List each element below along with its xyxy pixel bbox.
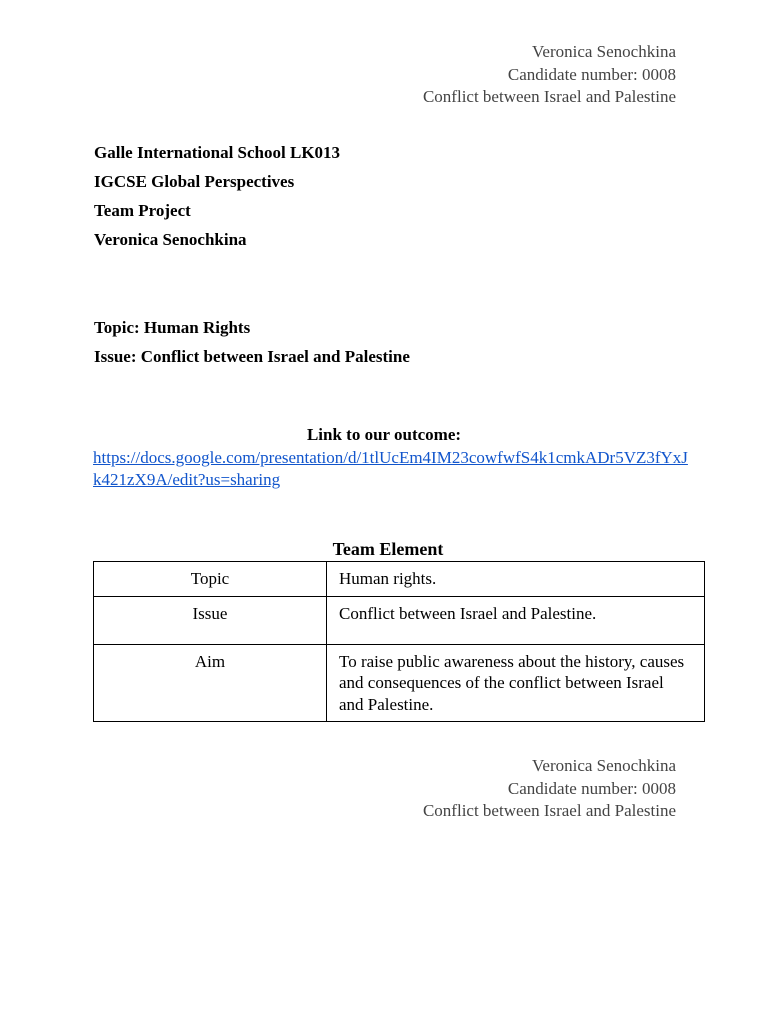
- link-title: Link to our outcome:: [306, 425, 462, 444]
- page-header: [423, 41, 676, 109]
- row-label-topic: Topic: [94, 562, 327, 597]
- row-value-topic: Human rights.: [327, 562, 705, 597]
- footer-name: Veronica Senochkina: [532, 756, 676, 775]
- footer-subject: Conflict between Israel and Palestine: [422, 801, 676, 820]
- table-title: Team Element: [332, 539, 444, 559]
- author-name: Veronica Senochkina: [94, 230, 247, 249]
- table-row: [94, 644, 705, 722]
- row-value-issue: Conflict between Israel and Palestine.: [327, 596, 705, 644]
- team-element-table: [93, 561, 705, 722]
- project-type: Team Project: [94, 201, 191, 220]
- row-value-aim: To raise public awareness about the history, causes and consequences of the conflict between Israel and Palestine.: [327, 644, 705, 722]
- header-subject: Conflict between Israel and Palestine: [422, 87, 676, 106]
- topic-line: Topic: Human Rights: [94, 318, 251, 337]
- header-name: Veronica Senochkina: [532, 42, 676, 61]
- page-footer: [423, 755, 676, 823]
- course-name: IGCSE Global Perspectives: [94, 172, 295, 191]
- row-label-aim: Aim: [94, 644, 327, 722]
- outcome-link[interactable]: https://docs.google.com/presentation/d/1tlUcEm4IM23cowfwfS4k1cmkADr5VZ3fYxJk421zX9A/edit?us=sharing: [93, 448, 688, 489]
- table-row: [94, 562, 705, 597]
- row-label-issue: Issue: [94, 596, 327, 644]
- table-row: [94, 596, 705, 644]
- info-block: [94, 138, 340, 254]
- header-candidate-number: Candidate number: 0008: [507, 64, 676, 84]
- footer-candidate-number: Candidate number: 0008: [507, 778, 676, 798]
- issue-line: Issue: Conflict between Israel and Palestine: [94, 347, 410, 366]
- school-name: Galle International School LK013: [94, 143, 341, 162]
- topic-block: [94, 313, 410, 371]
